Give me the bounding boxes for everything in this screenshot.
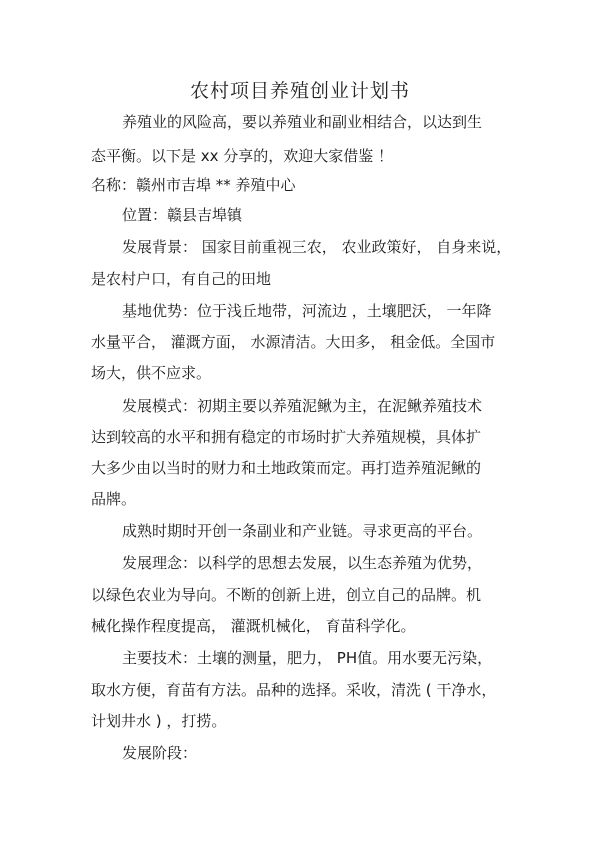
paragraph-line: 基地优势：位于浅丘地带，河流边 ，土壤肥沃， 一年降	[122, 302, 492, 320]
paragraph-line: 发展阶段：	[122, 744, 198, 762]
paragraph-line: 发展背景： 国家目前重视三农， 农业政策好， 自身来说，	[122, 238, 512, 256]
document-title: 农村项目养殖创业计划书	[189, 80, 410, 102]
paragraph-line: 水量平合， 灌溉方面， 水源清洁。大田多， 租金低。全国市	[91, 333, 496, 351]
paragraph-line: 发展理念：以科学的思想去发展，以生态养殖为优势，	[122, 554, 483, 572]
paragraph-line: 械化操作程度提高， 灌溉机械化， 育苗科学化。	[91, 617, 416, 635]
paragraph-line: 取水方便，育苗有方法。品种的选择。采收，清洗 ( 干净水，	[91, 681, 497, 699]
paragraph-line: 位置：赣县吉埠镇	[122, 206, 243, 224]
paragraph-line: 成熟时期时开创一条副业和产业链。寻求更高的平台。	[122, 522, 483, 540]
paragraph-line: 品牌。	[91, 490, 137, 508]
paragraph-line: 大多少由以当时的财力和土地政策而定。再打造养殖泥鳅的	[91, 459, 482, 477]
paragraph-line: 计划井水 ) ，打捞。	[91, 712, 227, 730]
paragraph-line: 态平衡。以下是 xx 分享的，欢迎大家借鉴 ！	[91, 147, 394, 165]
paragraph-line: 名称：赣州市吉埠 ** 养殖中心	[91, 176, 296, 194]
paragraph-line: 发展模式：初期主要以养殖泥鳅为主，在泥鳅养殖技术	[122, 397, 483, 415]
paragraph-line: 达到较高的水平和拥有稳定的市场时扩大养殖规模，具体扩	[91, 428, 482, 446]
paragraph-line: 场大，供不应求。	[91, 364, 212, 382]
paragraph-line: 主要技术：土壤的测量，肥力， PH值。用水要无污染，	[122, 649, 493, 667]
paragraph-line: 养殖业的风险高，要以养殖业和副业相结合，以达到生	[122, 113, 483, 131]
paragraph-line: 是农村户口，有自己的田地	[91, 270, 272, 288]
paragraph-line: 以绿色农业为导向。不断的创新上进，创立自己的品牌。机	[91, 586, 482, 604]
